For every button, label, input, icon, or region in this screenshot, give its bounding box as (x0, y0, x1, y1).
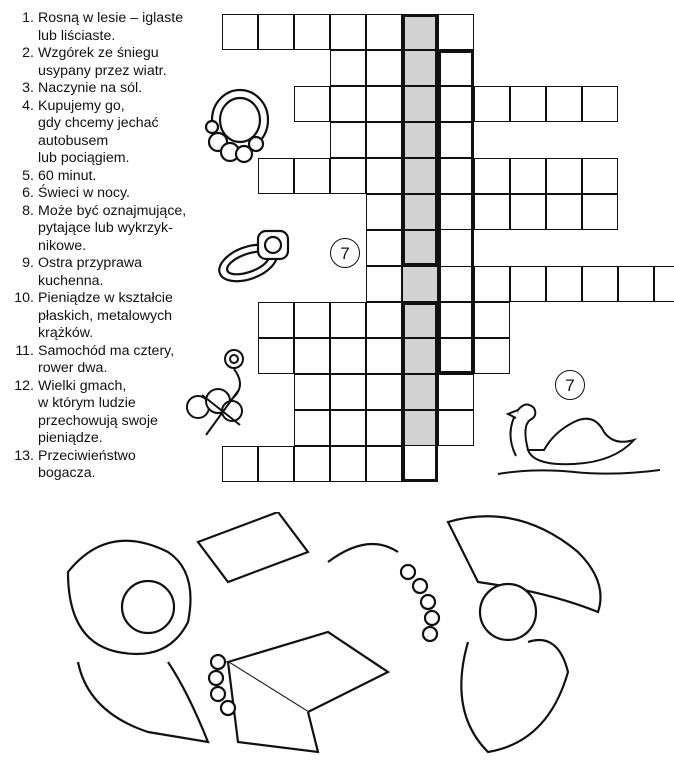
crossword-cell[interactable] (546, 86, 582, 122)
crossword-cell[interactable] (330, 14, 366, 50)
crossword-cell[interactable] (402, 302, 438, 338)
crossword-cell[interactable] (618, 266, 654, 302)
crossword-cell[interactable] (258, 338, 294, 374)
crossword-cell[interactable] (330, 410, 366, 446)
crossword-cell[interactable] (366, 230, 402, 266)
crossword-cell[interactable] (330, 86, 366, 122)
clue-text: Rosną w lesie – iglaste lub liściaste. (38, 10, 184, 44)
crossword-cell[interactable] (438, 338, 474, 374)
clue-text: Wzgórek ze śniegu usypany przez wiatr. (38, 45, 167, 79)
crossword-cell[interactable] (546, 266, 582, 302)
clue-text: Może być oznajmujące, pytające lub wykrzyk- nikowe. (38, 202, 187, 254)
crossword-cell[interactable] (474, 194, 510, 230)
clue-number: 9. (22, 255, 34, 271)
clue-number: 5. (22, 167, 34, 184)
crossword-cell[interactable] (402, 14, 438, 50)
crossword-cell[interactable] (474, 302, 510, 338)
crossword-cell[interactable] (366, 338, 402, 374)
crossword-cell[interactable] (582, 86, 618, 122)
clue-number: 12. (14, 377, 34, 394)
crossword-cell[interactable] (366, 14, 402, 50)
crossword-cell[interactable] (294, 338, 330, 374)
crossword-cell[interactable] (402, 374, 438, 410)
crossword-cell[interactable] (294, 86, 330, 122)
crossword-cell[interactable] (402, 122, 438, 158)
crossword-cell[interactable] (258, 446, 294, 482)
clue-number: 13. (14, 447, 34, 464)
clue-number: 2. (22, 45, 34, 61)
crossword-cell[interactable] (438, 50, 474, 86)
crossword-cell[interactable] (582, 158, 618, 194)
crossword-cell[interactable] (366, 374, 402, 410)
crossword-cell[interactable] (402, 266, 438, 302)
clue-number: 3. (22, 80, 34, 96)
crossword-cell[interactable] (366, 122, 402, 158)
crossword-cell[interactable] (294, 158, 330, 194)
crossword-cell[interactable] (258, 302, 294, 338)
crossword-cell[interactable] (366, 194, 402, 230)
crossword-cell[interactable] (330, 158, 366, 194)
clue-number: 11. (15, 342, 34, 359)
crossword-cell[interactable] (582, 194, 618, 230)
crossword-cell[interactable] (366, 158, 402, 194)
clue-number: 6. (22, 185, 34, 201)
crossword-cell[interactable] (294, 14, 330, 50)
clue-text: Przeciwieństwo bogacza. (38, 447, 136, 481)
clue-text: Wielki gmach, w którym ludzie przechowują swoje pieniądze. (38, 377, 158, 446)
crossword-cell[interactable] (222, 14, 258, 50)
clue-text: Świeci w nocy. (38, 185, 130, 201)
crossword-cell[interactable] (438, 14, 474, 50)
crossword-cell[interactable] (654, 266, 674, 302)
clue-number: 4. (22, 97, 34, 114)
crossword-cell[interactable] (438, 122, 474, 158)
crossword-cell[interactable] (366, 410, 402, 446)
clue-number: 8. (22, 202, 34, 219)
clue-text: Ostra przyprawa kuchenna. (38, 255, 143, 289)
crossword-cell[interactable] (330, 122, 366, 158)
crossword-cell[interactable] (438, 374, 474, 410)
crossword-cell[interactable] (330, 446, 366, 482)
crossword-cell[interactable] (366, 302, 402, 338)
crossword-cell[interactable] (438, 266, 474, 302)
crossword-cell[interactable] (438, 410, 474, 446)
crossword-cell[interactable] (222, 446, 258, 482)
crossword-cell[interactable] (402, 194, 438, 230)
ring-icon (212, 225, 302, 285)
crossword-cell[interactable] (330, 338, 366, 374)
clue-text: 60 minut. (38, 167, 97, 184)
crossword-cell[interactable] (402, 230, 438, 266)
bead-bracelet-icon (198, 82, 278, 182)
crossword-cell[interactable] (402, 338, 438, 374)
clue-text: Samochód ma cztery, rower dwa. (38, 342, 175, 376)
crossword-cell[interactable] (474, 158, 510, 194)
crossword-cell[interactable] (510, 86, 546, 122)
crossword-cell[interactable] (294, 410, 330, 446)
crossword-cell[interactable] (402, 410, 438, 446)
crossword-cell[interactable] (294, 374, 330, 410)
crossword-cell[interactable] (330, 374, 366, 410)
crossword-cell[interactable] (546, 194, 582, 230)
clue-text: Naczynie na sól. (38, 80, 143, 96)
clue-text: Pieniądze w kształcie płaskich, metalowych krążków. (38, 290, 173, 341)
earrings-icon (176, 345, 256, 445)
circle-7-right: 7 (555, 370, 585, 400)
crossword-cell[interactable] (402, 50, 438, 86)
crossword-cell[interactable] (438, 302, 474, 338)
gnomes-treasure-illustration (48, 512, 628, 762)
crossword-cell[interactable] (438, 194, 474, 230)
crossword-cell[interactable] (366, 446, 402, 482)
crossword-cell[interactable] (330, 50, 366, 86)
crossword-cell[interactable] (510, 266, 546, 302)
crossword-cell[interactable] (402, 86, 438, 122)
crossword-cell[interactable] (330, 302, 366, 338)
clue-number: 1. (22, 10, 34, 26)
crossword-cell[interactable] (366, 86, 402, 122)
swan-icon (494, 392, 664, 480)
clue-number: 10. (14, 290, 34, 306)
crossword-cell[interactable] (510, 194, 546, 230)
crossword-cell[interactable] (474, 86, 510, 122)
crossword-cell[interactable] (294, 302, 330, 338)
crossword-cell[interactable] (474, 338, 510, 374)
crossword-cell[interactable] (366, 266, 402, 302)
crossword-cell[interactable] (294, 446, 330, 482)
crossword-cell[interactable] (582, 266, 618, 302)
crossword-cell[interactable] (474, 266, 510, 302)
crossword-cell[interactable] (510, 158, 546, 194)
clue-text: Kupujemy go, gdy chcemy jechać autobusem lub pociągiem. (38, 97, 159, 166)
circle-7-left: 7 (330, 238, 360, 268)
crossword-cell[interactable] (546, 158, 582, 194)
crossword-cell[interactable] (366, 50, 402, 86)
crossword-cell[interactable] (438, 86, 474, 122)
crossword-cell[interactable] (402, 158, 438, 194)
crossword-cell[interactable] (258, 14, 294, 50)
crossword-cell[interactable] (438, 158, 474, 194)
